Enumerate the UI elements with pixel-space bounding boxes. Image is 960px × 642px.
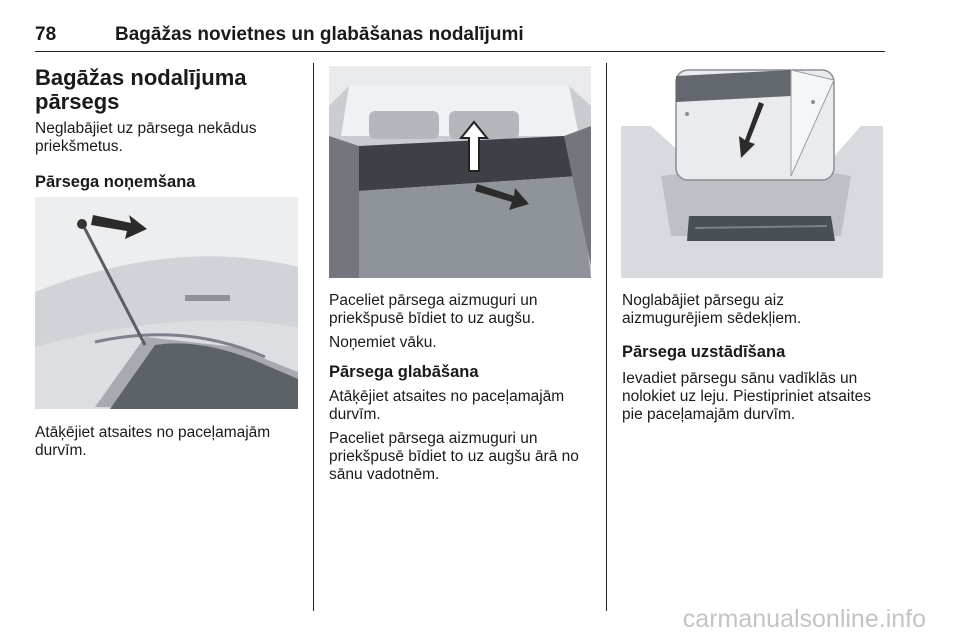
- section-heading-line2: pārsegs: [35, 89, 120, 114]
- column-1: [35, 60, 300, 192]
- page-header: [35, 22, 885, 52]
- removal-subheading: Pārsega noņemšana: [35, 173, 196, 191]
- storage-step1-line2: durvīm.: [329, 406, 381, 423]
- section-heading-line1: Bagāžas nodalījuma: [35, 65, 247, 90]
- chapter-title: Bagāžas novietnes un glabāšanas nodalījumi: [115, 24, 524, 45]
- intro-line1: Neglabājiet uz pārsega nekādus: [35, 120, 257, 137]
- intro-line2: priekšmetus.: [35, 138, 123, 155]
- storage-step2-line1: Paceliet pārsega aizmuguri un: [329, 430, 538, 447]
- storage-step1-line1: Atāķējiet atsaites no paceļamajām: [329, 388, 565, 405]
- storage-step2-line3: sānu vadotnēm.: [329, 466, 440, 483]
- illustration-cover-stowed: [621, 66, 883, 278]
- install-subheading: Pārsega uzstādīšana: [622, 343, 786, 361]
- caption-line2: durvīm.: [35, 442, 87, 459]
- caption-line1: Atāķējiet atsaites no paceļamajām: [35, 424, 271, 441]
- install-text-line1: Ievadiet pārsegu sānu vadīklās un: [622, 370, 858, 387]
- column-divider-2: [606, 63, 607, 611]
- stow-text-line1: Noglabājiet pārsegu aiz: [622, 292, 784, 309]
- column-2-text: [329, 292, 599, 484]
- illustration-cover-lift: [329, 66, 591, 278]
- lift-instruction-line1: Paceliet pārsega aizmuguri un: [329, 292, 538, 309]
- column-divider-1: [313, 63, 314, 611]
- illustration-tailgate-strap: [35, 197, 298, 409]
- storage-subheading: Pārsega glabāšana: [329, 363, 479, 381]
- install-text-line2: nolokiet uz leju. Piestipriniet atsaites: [622, 388, 871, 405]
- storage-step2-line2: priekšpusē bīdiet to uz augšu ārā no: [329, 448, 579, 465]
- column-1-caption: [35, 424, 300, 460]
- page-number: 78: [35, 24, 57, 45]
- column-3-text: [622, 292, 892, 424]
- stow-text-line2: aizmugurējiem sēdekļiem.: [622, 310, 802, 327]
- install-text-line3: pie paceļamajām durvīm.: [622, 406, 796, 423]
- lift-instruction-line2: priekšpusē bīdiet to uz augšu.: [329, 310, 535, 327]
- site-watermark: carmanualsonline.info: [682, 605, 926, 633]
- remove-cover-text: Noņemiet vāku.: [329, 334, 437, 351]
